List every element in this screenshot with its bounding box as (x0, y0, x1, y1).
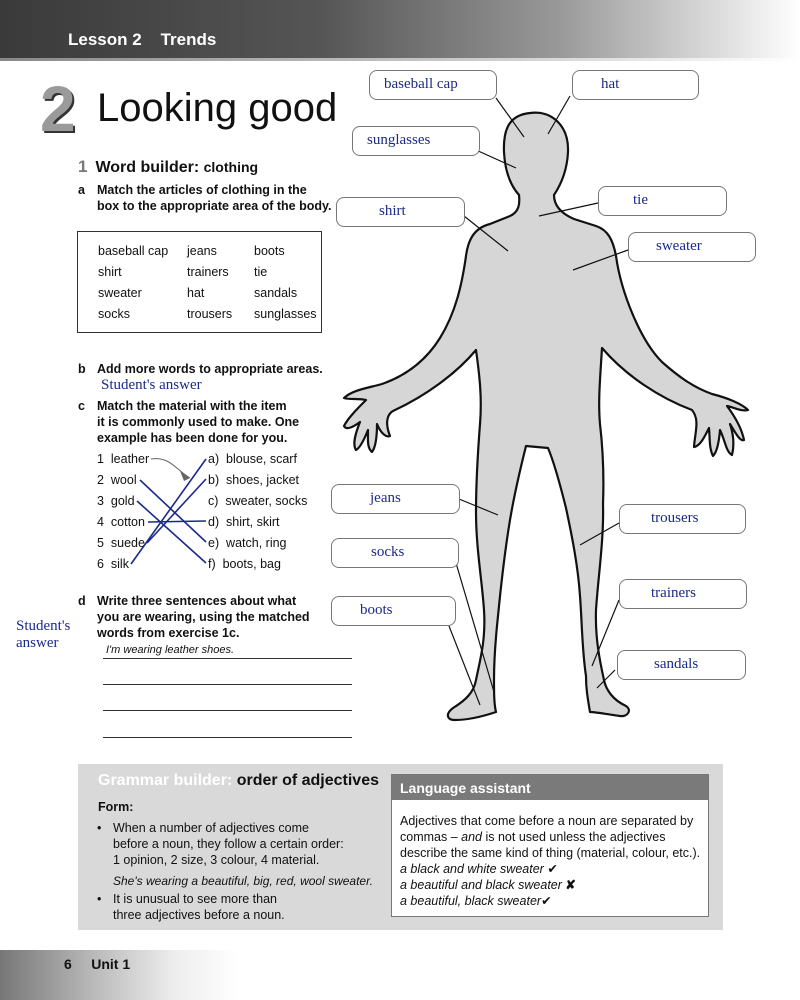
material-item: 1 leather (97, 452, 150, 466)
assistant-example-2 (400, 877, 705, 893)
instruction-c-line2: it is commonly used to make. One (97, 415, 300, 429)
clothing-word: boots (254, 244, 285, 258)
label-boots[interactable]: boots (331, 596, 456, 626)
product-item: b) shoes, jacket (208, 473, 300, 487)
grammar-example: She's wearing a beautiful, big, red, wool sweater. (113, 874, 373, 888)
assistant-line2-a: commas – (400, 830, 458, 844)
word-builder-subtitle: clothing (203, 159, 259, 175)
d-answer-line2: answer (16, 635, 59, 651)
form-label: Form: (98, 800, 134, 814)
instruction-c-line3: example has been done for you. (97, 431, 288, 445)
unit-label: Unit 1 (91, 956, 131, 972)
page-number: 6 (64, 956, 72, 972)
product-item: f) boots, bag (208, 557, 281, 571)
lesson-number: Lesson 2 (68, 30, 142, 49)
label-sandals[interactable]: sandals (617, 650, 746, 680)
b-answer: Student's answer (101, 377, 202, 393)
instruction-d-line3: words from exercise 1c. (97, 626, 240, 640)
grammar-bullet-1-line1: When a number of adjectives come (113, 821, 309, 835)
letter-c: c (78, 399, 85, 413)
grammar-bullet-1: • When a number of adjectives come before a noun, they follow a certain order: 1 opinion, 2 size, 3 colour, 4 material. (97, 821, 344, 867)
label-jeans[interactable]: jeans (331, 484, 460, 514)
product-item: a) blouse, scarf (208, 452, 297, 466)
clothing-word: baseball cap (98, 244, 169, 258)
assistant-line2-c: is not used unless the adjectives (485, 830, 666, 844)
product-item: d) shirt, skirt (208, 515, 280, 529)
label-trainers[interactable]: trainers (619, 579, 747, 609)
grammar-bullet-2-line1: It is unusual to see more than (113, 892, 277, 906)
material-item: 4 cotton (97, 515, 145, 529)
grammar-bullet-1-line3: 1 opinion, 2 size, 3 colour, 4 material. (113, 853, 320, 867)
assistant-example-1-text: a black and white sweater (400, 862, 544, 876)
grammar-builder-title: Grammar builder: (98, 772, 233, 789)
tick-icon: ✔ (547, 862, 558, 876)
instruction-d-line2: you are wearing, using the matched (97, 610, 310, 624)
assistant-example-1 (400, 861, 705, 877)
language-assistant-body (400, 813, 705, 909)
instruction-d-line1: Write three sentences about what (97, 594, 297, 608)
label-trousers[interactable]: trousers (619, 504, 746, 534)
clothing-word: hat (187, 286, 205, 300)
d-answer-line1: Student's (16, 618, 71, 634)
label-socks[interactable]: socks (331, 538, 459, 568)
lesson-topic: Trends (160, 30, 217, 49)
assistant-line2 (400, 829, 705, 845)
exercise-number: 1 (78, 157, 88, 176)
clothing-word: jeans (187, 244, 217, 258)
instruction-a-line1: Match the articles of clothing in the (97, 183, 307, 197)
pointer-boots (449, 626, 480, 705)
clothing-word: trousers (187, 307, 233, 321)
grammar-bullet-1-line2: before a noun, they follow a certain order: (113, 837, 344, 851)
label-hat[interactable]: hat (572, 70, 699, 100)
cross-icon: ✘ (565, 878, 576, 892)
label-tie[interactable]: tie (598, 186, 727, 216)
label-shirt[interactable]: shirt (336, 197, 465, 227)
clothing-word: tie (254, 265, 268, 279)
clothing-word: trainers (187, 265, 229, 279)
assistant-example-3 (400, 893, 705, 909)
assistant-example-3-text: a beautiful, black sweater (400, 894, 542, 908)
clothing-word: sandals (254, 286, 298, 300)
label-baseball-cap[interactable]: baseball cap (369, 70, 497, 100)
material-item: 5 suede (97, 536, 145, 550)
assistant-line1: Adjectives that come before a noun are separated by (400, 814, 694, 828)
grammar-bullet-2: • It is unusual to see more than three adjectives before a noun. (97, 892, 285, 922)
product-item: c) sweater, socks (208, 494, 308, 508)
label-sunglasses[interactable]: sunglasses (352, 126, 480, 156)
page-footer (64, 956, 130, 972)
grammar-bullet-2-line2: three adjectives before a noun. (113, 908, 285, 922)
letter-b: b (78, 362, 86, 376)
material-item: 6 silk (97, 557, 129, 571)
assistant-line2-b: and (461, 830, 482, 844)
label-sweater[interactable]: sweater (628, 232, 756, 262)
clothing-word: sweater (98, 286, 142, 300)
d-example-sentence: I'm wearing leather shoes. (106, 644, 235, 656)
clothing-word: socks (98, 307, 130, 321)
letter-a: a (78, 183, 85, 197)
instruction-b-text: Add more words to appropriate areas. (97, 362, 323, 376)
word-builder-title: Word builder: (95, 159, 200, 176)
material-item: 2 wool (97, 473, 137, 487)
product-item: e) watch, ring (208, 536, 287, 550)
instruction-a-line2: box to the appropriate area of the body. (97, 199, 332, 213)
clothing-word: shirt (98, 265, 122, 279)
material-item: 3 gold (97, 494, 135, 508)
form-label-text: Form (98, 800, 130, 814)
assistant-line3: describe the same kind of thing (material, colour, etc.). (400, 846, 701, 860)
tick-icon: ✔ (541, 894, 552, 908)
page-title: Looking good (97, 86, 338, 130)
grammar-builder-heading (98, 772, 379, 790)
language-assistant-heading: Language assistant (392, 775, 708, 800)
section-number: 2 (40, 73, 76, 145)
clothing-word: sunglasses (254, 307, 317, 321)
instruction-c-line1: Match the material with the item (97, 399, 287, 413)
letter-d: d (78, 594, 86, 608)
assistant-example-2-text: a beautiful and black sweater (400, 878, 562, 892)
grammar-builder-subtitle: order of adjectives (236, 772, 379, 789)
